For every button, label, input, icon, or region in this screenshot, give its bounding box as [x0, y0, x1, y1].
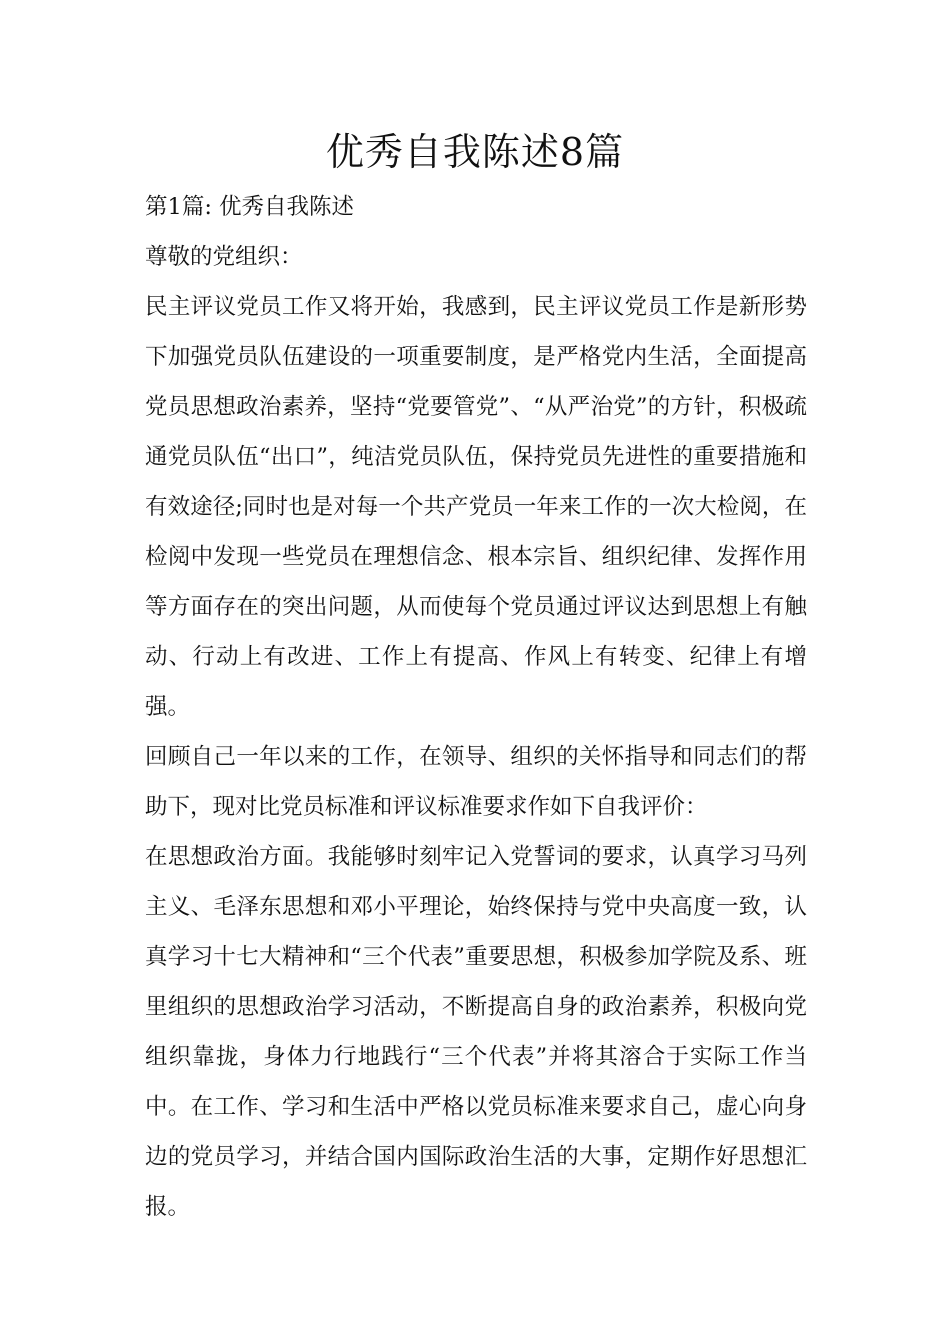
- chapter-heading: 第1篇: 优秀自我陈述: [145, 194, 355, 220]
- body-paragraph: 回顾自己一年以来的工作，在领导、组织的关怀指导和同志们的帮助下，现对比党员标准和评议标准要求作如下自我评价：: [145, 744, 807, 820]
- body-paragraph: 在思想政治方面。我能够时刻牢记入党誓词的要求，认真学习马列主义、毛泽东思想和邓小平理论，始终保持与党中央高度一致，认真学习十七大精神和“三个代表”重要思想，积极参加学院及系、班里组织的思想政治学习活动，不断提高自身的政治素养，积极向党组织靠拢，身体力行地践行“三个代表”并将其溶合于实际工作当中。在工作、学习和生活中严格以党员标准来要求自己，虚心向身边的党员学习，并结合国内国际政治生活的大事，定期作好思想汇报。: [145, 844, 807, 1220]
- document-title: 优秀自我陈述8篇: [325, 130, 625, 174]
- body-paragraph: 民主评议党员工作又将开始，我感到，民主评议党员工作是新形势下加强党员队伍建设的一项重要制度，是严格党内生活，全面提高党员思想政治素养，坚持“党要管党”、“从严治党”的方针，积极疏通党员队伍“出口”，纯洁党员队伍，保持党员先进性的重要措施和有效途径;同时也是对每一个共产党员一年来工作的一次大检阅，在检阅中发现一些党员在理想信念、根本宗旨、组织纪律、发挥作用等方面存在的突出问题，从而使每个党员通过评议达到思想上有触动、行动上有改进、工作上有提高、作风上有转变、纪律上有增强。: [145, 294, 807, 720]
- salutation: 尊敬的党组织：: [145, 244, 303, 270]
- document-body: [145, 182, 807, 1232]
